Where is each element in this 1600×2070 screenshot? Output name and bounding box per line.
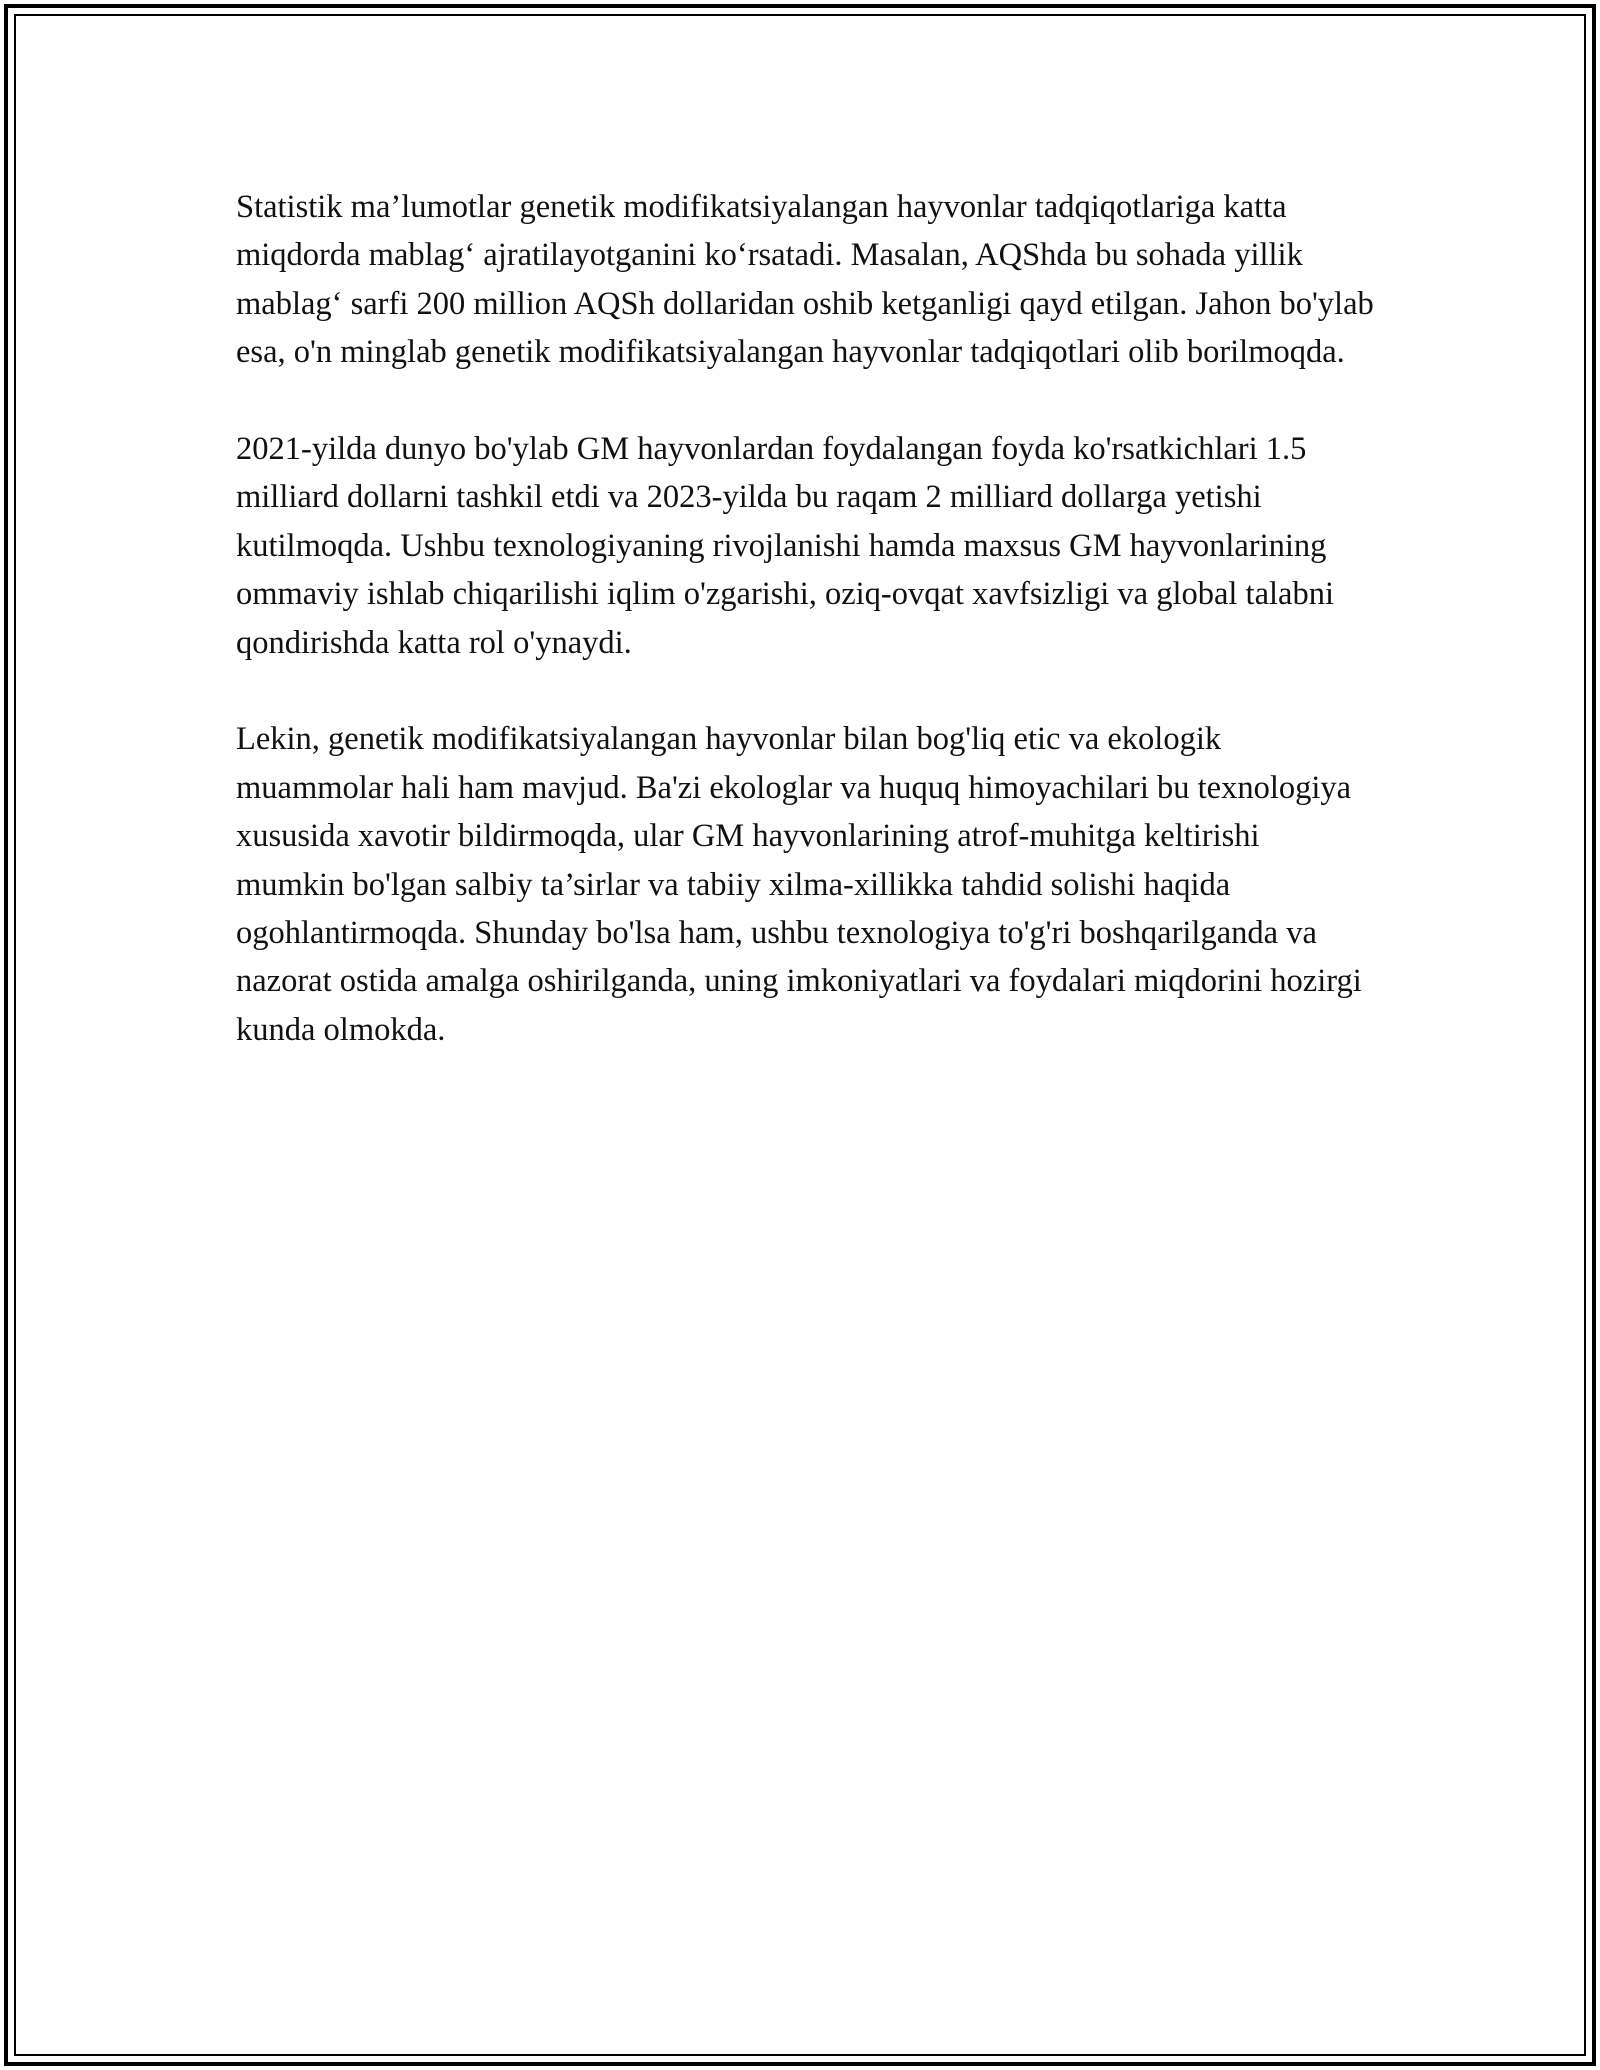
document-body: [236, 183, 1376, 1103]
paragraph-1: Statistik ma’lumotlar genetik modifikatsiyalangan hayvonlar tadqiqotlariga katta miqdorda mablag‘ ajratilayotganini ko‘rsatadi. Masalan, AQShda bu sohada yillik mablag‘ sarfi 200 million AQSh dollaridan oshib ketganligi qayd etilgan. Jahon bo'ylab esa, o'n minglab genetik modifikatsiyalangan hayvonlar tadqiqotlari olib borilmoqda.: [236, 189, 1374, 371]
paragraph-2: 2021-yilda dunyo bo'ylab GM hayvonlardan foydalangan foyda ko'rsatkichlari 1.5 milliard dollarni tashkil etdi va 2023-yilda bu raqam 2 milliard dollarga yetishi kutilmoqda. Ushbu texnologiyaning rivojlanishi hamda maxsus GM hayvonlarining ommaviy ishlab chiqarilishi iqlim o'zgarishi, oziq-ovqat xavfsizligi va global talabni qondirishda katta rol o'ynaydi.: [236, 431, 1334, 661]
paragraph-3: Lekin, genetik modifikatsiyalangan hayvonlar bilan bog'liq etic va ekologik muammolar hali ham mavjud. Ba'zi ekologlar va huquq himoyachilari bu texnologiya xususida xavotir bildirmoqda, ular GM hayvonlarining atrof-muhitga keltirishi mumkin bo'lgan salbiy ta’sirlar va tabiiy xilma-xillikka tahdid solishi haqida ogohlantirmoqda. Shunday bo'lsa ham, ushbu texnologiya to'g'ri boshqarilganda va nazorat ostida amalga oshirilganda, uning imkoniyatlari va foydalari miqdorini hozirgi kunda olmokda.: [236, 721, 1362, 1048]
